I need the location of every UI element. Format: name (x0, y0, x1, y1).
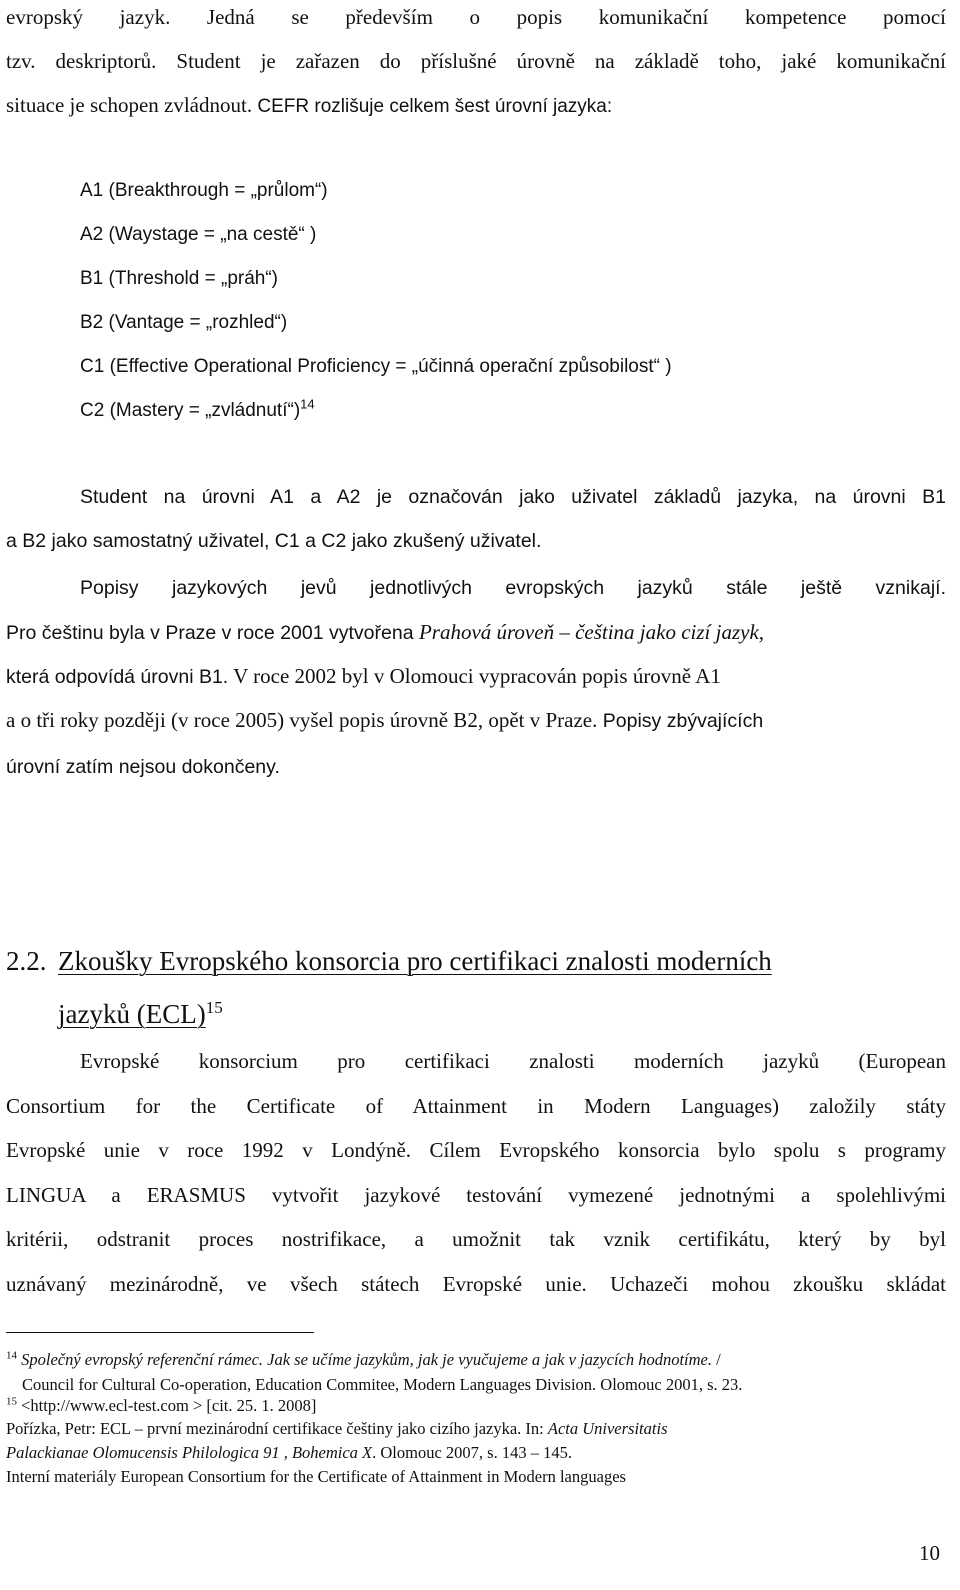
footnote-15-number: 15 (6, 1395, 17, 1408)
para2-line-6 (6, 705, 946, 736)
section-heading-number: 2.2. (6, 946, 47, 976)
para3-line-2: Consortium for the Certificate of Attainment in Modern Languages) založily státy (6, 1094, 946, 1118)
level-b2: B2 (Vantage = „rozhled“) (80, 312, 288, 333)
para2-line-5-a: která odpovídá úrovni B1. (6, 666, 229, 688)
para2-line-4 (6, 617, 946, 648)
intro-line-3-a: situace je schopen zvládnout. (6, 93, 253, 117)
footnote-ref-14: 14 (300, 396, 315, 412)
para2-line-5 (6, 661, 946, 692)
para2-line-7: úrovní zatím nejsou dokončeny. (6, 756, 280, 778)
footnote-separator (6, 1332, 314, 1333)
intro-line-3-b: CEFR rozlišuje celkem šest úrovní jazyka: (252, 96, 613, 117)
para3-line-6-b: Uchazeči mohou zkoušku skládat (586, 1272, 946, 1296)
level-c2 (80, 396, 940, 426)
intro-line-1: evropský jazyk. Jedná se především o popis komunikační kompetence pomocí (6, 5, 946, 29)
footnote-14-tail: / (712, 1350, 721, 1369)
footnote-15-url: <http://www.ecl-test.com > [cit. 25. 1. 2008] (21, 1396, 317, 1415)
footnote-14-title: Společný evropský referenční rámec. Jak se učíme jazykům, jak je vyučujeme a jak v jazycích hodnotíme. (21, 1350, 713, 1369)
footnote-15-line-2 (6, 1419, 946, 1439)
footnote-14-number: 14 (6, 1349, 17, 1362)
level-a1: A1 (Breakthrough = „průlom“) (80, 180, 328, 201)
section-heading-line-1: Zkoušky Evropského konsorcia pro certifikaci znalosti moderních (58, 946, 772, 976)
para2-line-4-title: Prahová úroveň – čeština jako cizí jazyk, (418, 620, 765, 644)
para3-line-6 (6, 1269, 946, 1299)
page-number: 10 (919, 1541, 940, 1565)
para2-line-6-a: a o tři roky později (v roce 2005) vyšel popis úrovně B2, opět v Praze. (6, 708, 598, 732)
footnote-15 (6, 1396, 946, 1416)
level-a2: A2 (Waystage = „na cestě“ ) (80, 224, 317, 245)
footnote-15-line-3-b: . Olomouc 2007, s. 143 – 145. (372, 1443, 572, 1462)
para2-line-5-b: V roce 2002 byl v Olomouci vypracován popis úrovně A1 (228, 664, 721, 688)
level-c2-text: C2 (Mastery = „zvládnutí“) (80, 400, 301, 421)
level-c1: C1 (Effective Operational Proficiency = „účinná operační způsobilost“ ) (80, 356, 672, 377)
section-heading-line-2-text: jazyků (ECL) (58, 999, 206, 1029)
para2-line-2: a B2 jako samostatný uživatel, C1 a C2 jako zkušený uživatel. (6, 530, 542, 552)
para3-line-3-a: Evropské unie v roce 1992 v Londýně. (6, 1138, 412, 1162)
footnote-15-line-3 (6, 1443, 946, 1463)
footnote-15-line-2-b: Acta Universitatis (547, 1419, 668, 1438)
footnote-14-line-2: Council for Cultural Co-operation, Education Commitee, Modern Languages Division. Olomouc 2001, s. 23. (22, 1375, 743, 1394)
para2-line-6-b: Popisy zbývajících (597, 710, 764, 732)
footnote-15-line-3-a: Palackianae Olomucensis Philologica 91 , Bohemica X (6, 1443, 373, 1462)
level-b1: B1 (Threshold = „práh“) (80, 268, 278, 289)
footnote-ref-15: 15 (205, 998, 223, 1017)
para3-line-1: Evropské konsorcium pro certifikaci znalosti moderních jazyků (European (80, 1049, 946, 1073)
footnote-15-line-2-a: Pořízka, Petr: ECL – první mezinárodní certifikace češtiny jako cizího jazyka. In: (6, 1419, 548, 1438)
para2-line-4-a: Pro češtinu byla v Praze v roce 2001 vytvořena (6, 622, 419, 644)
footnote-15-line-4: Interní materiály European Consortium for the Certificate of Attainment in Modern languages (6, 1467, 626, 1486)
para3-line-5: kritérii, odstranit proces nostrifikace, a umožnit tak vznik certifikátu, který by byl (6, 1227, 946, 1251)
intro-line-2: tzv. deskriptorů. Student je zařazen do příslušné úrovně na základě toho, jaké komunikační (6, 49, 946, 73)
intro-line-3 (6, 90, 946, 122)
para3-line-4: LINGUA a ERASMUS vytvořit jazykové testování vymezené jednotnými a spolehlivými (6, 1183, 946, 1207)
footnote-14 (6, 1350, 946, 1370)
para2-line-3: Popisy jazykových jevů jednotlivých evropských jazyků stále ještě vznikají. (80, 577, 946, 599)
para2-line-1: Student na úrovni A1 a A2 je označován jako uživatel základů jazyka, na úrovni B1 (80, 486, 946, 508)
para3-line-6-a: uznávaný mezinárodně, ve všech státech Evropské unie. (6, 1272, 587, 1296)
para3-line-3-b: Cílem Evropského konsorcia bylo spolu s programy (411, 1138, 946, 1162)
para3-line-3 (6, 1135, 946, 1165)
section-heading-line-2 (58, 996, 223, 1032)
